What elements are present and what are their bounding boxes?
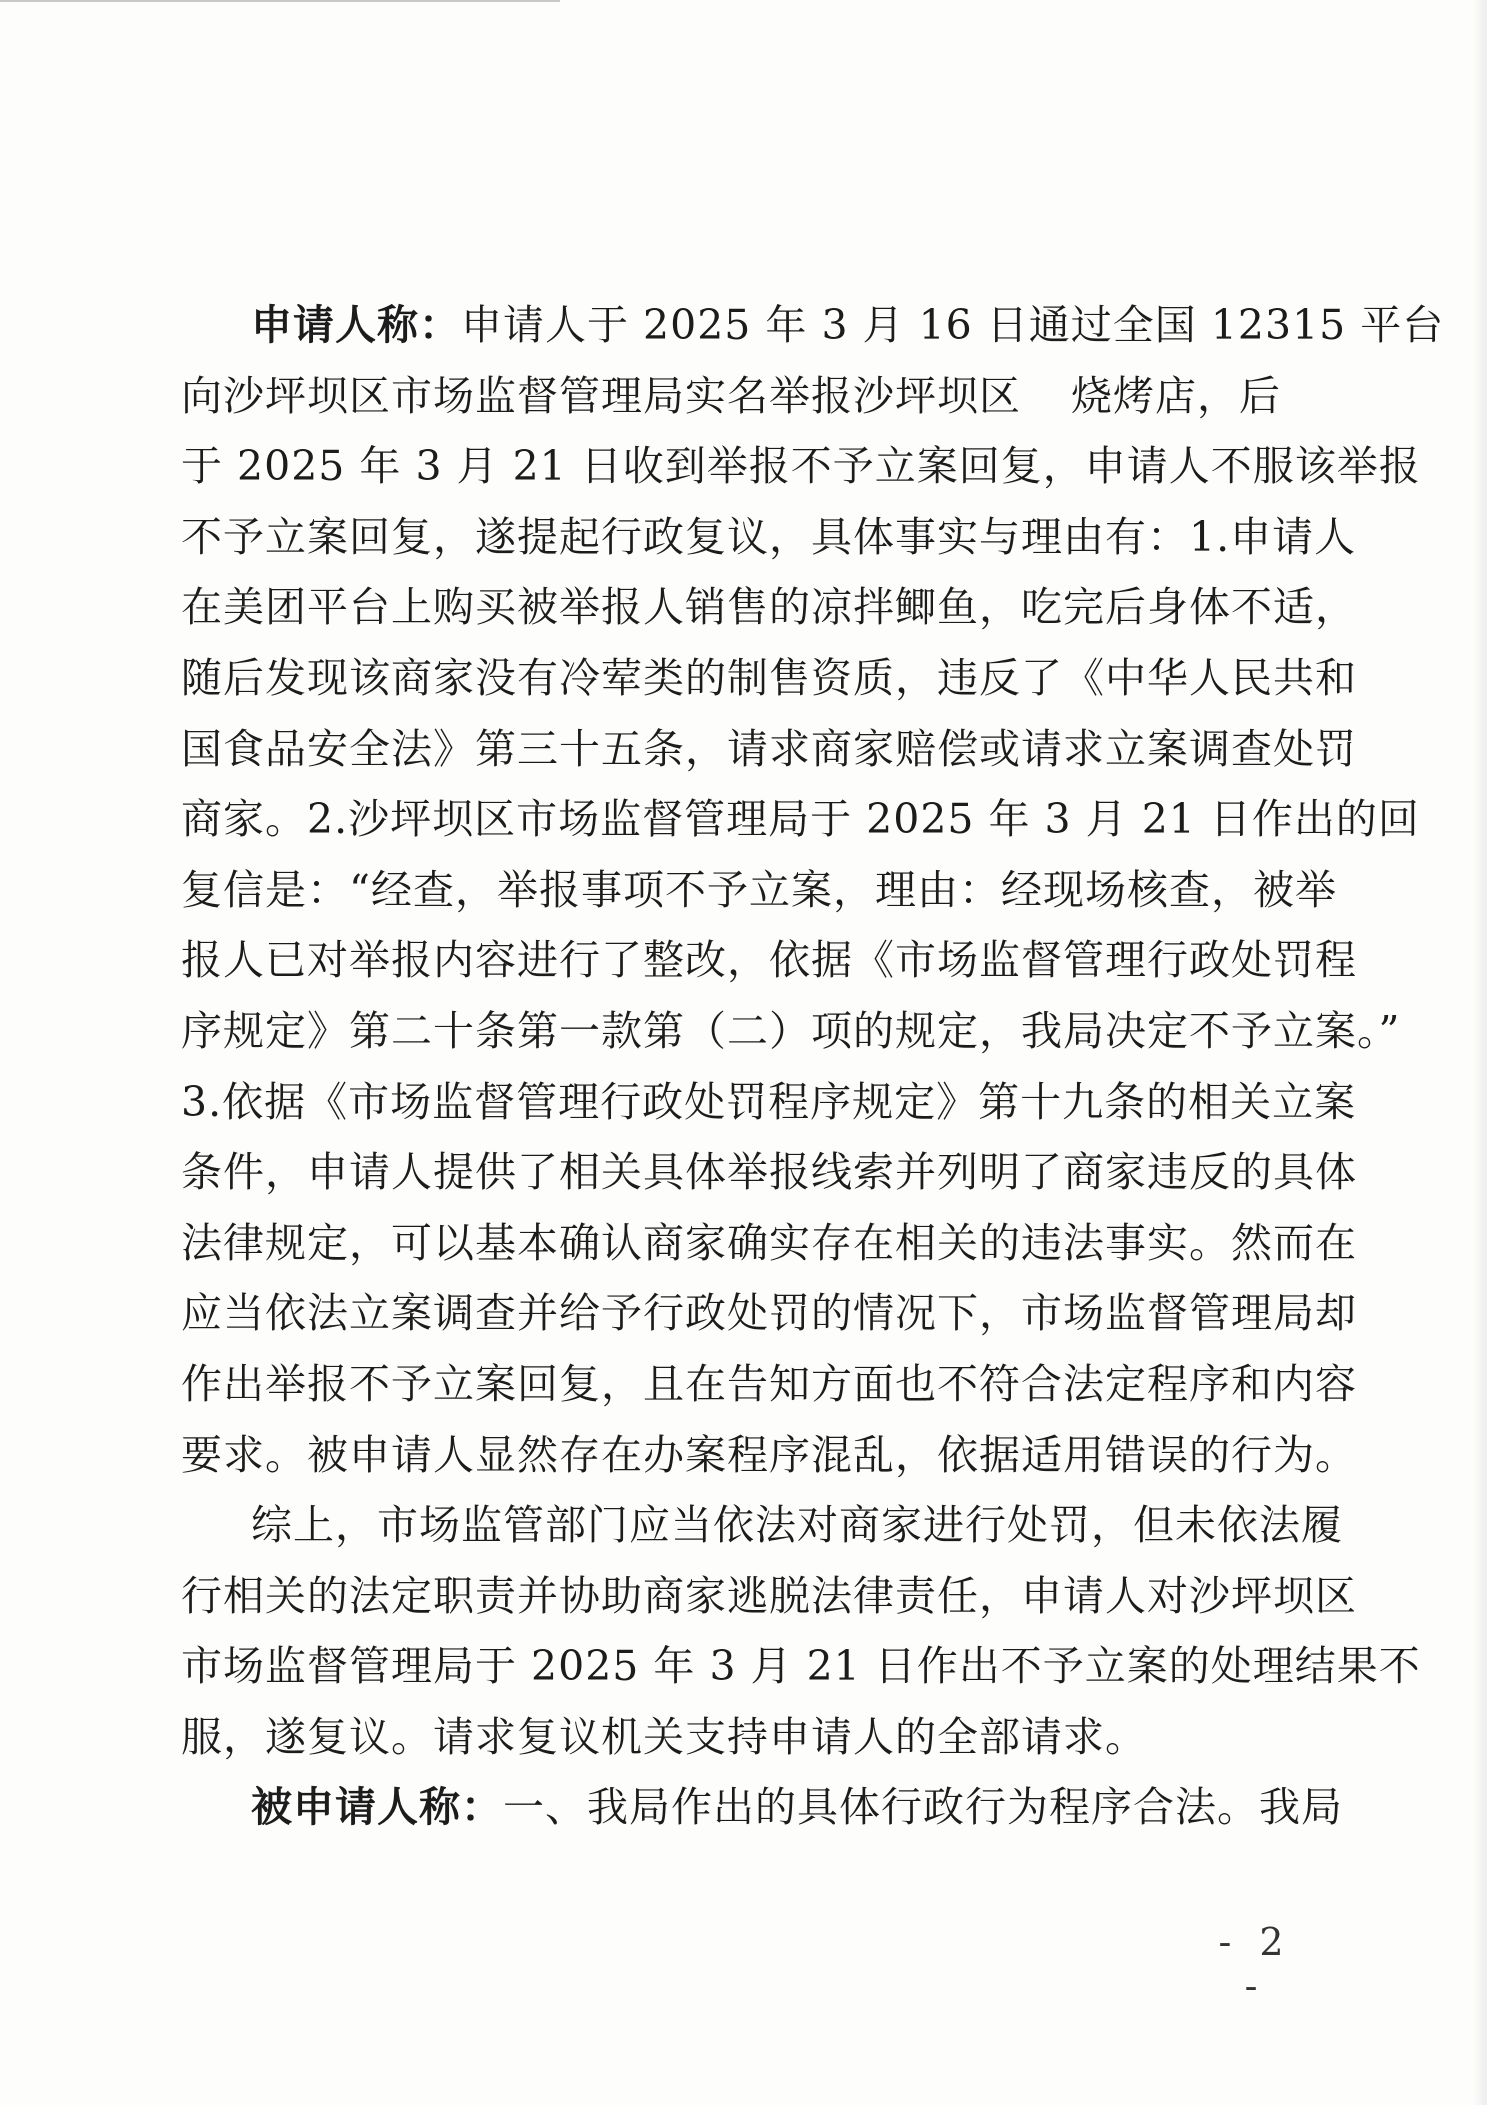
document-body: [181, 290, 1445, 1843]
paragraph1-line-15: [181, 1278, 1357, 1349]
text-line: 行相关的法定职责并协助商家逃脱法律责任，申请人对沙坪坝区: [181, 1571, 1357, 1620]
scan-edge-top: [0, 0, 560, 2]
paragraph1-line-14: [181, 1208, 1357, 1279]
paragraph1-line-12: [181, 1067, 1357, 1138]
text-line: 综上，市场监管部门应当依法对商家进行处罚，但未依法履: [251, 1501, 1343, 1550]
redacted-gap: [1021, 361, 1071, 432]
text-line: 服，遂复议。请求复议机关支持申请人的全部请求。: [181, 1712, 1147, 1761]
text-line: 随后发现该商家没有冷荤类的制售资质，违反了《中华人民共和: [181, 653, 1357, 702]
paragraph1-line-17: [181, 1420, 1357, 1491]
scan-edge-right: [1473, 0, 1487, 2105]
paragraph1-line-13: [181, 1137, 1357, 1208]
paragraph1-line-8: [181, 784, 1420, 855]
paragraph1-line-2: [181, 361, 1281, 432]
text-line: 于 2025 年 3 月 21 日收到举报不予立案回复，申请人不服该举报: [181, 442, 1421, 491]
text-line: 在美团平台上购买被举报人销售的凉拌鲫鱼，吃完后身体不适，: [181, 583, 1357, 632]
text-line: 应当依法立案调查并给予行政处罚的情况下，市场监督管理局却: [181, 1289, 1357, 1338]
page-number: - 2 -: [1218, 1920, 1292, 2008]
text-line: 商家。2.沙坪坝区市场监督管理局于 2025 年 3 月 21 日作出的回: [181, 795, 1420, 844]
paragraph1-line-7: [181, 714, 1357, 785]
paragraph1-line-10: [181, 925, 1357, 996]
paragraph1-line-5: [181, 572, 1357, 643]
text-line: 一、我局作出的具体行政行为程序合法。我局: [503, 1783, 1343, 1832]
text-line: 国食品安全法》第三十五条，请求商家赔偿或请求立案调查处罚: [181, 724, 1357, 773]
applicant-claim-label: 申请人称：: [251, 301, 461, 349]
paragraph1-line-1: [181, 290, 1445, 361]
paragraph3-line-1: [181, 1772, 1343, 1843]
text-line: 报人已对举报内容进行了整改，依据《市场监督管理行政处罚程: [181, 936, 1357, 985]
text-line: 向沙坪坝区市场监督管理局实名举报沙坪坝区: [181, 371, 1021, 420]
paragraph1-line-6: [181, 643, 1357, 714]
paragraph2-line-4: [181, 1702, 1281, 1773]
paragraph2-line-3: [181, 1631, 1421, 1702]
text-line: 市场监督管理局于 2025 年 3 月 21 日作出不予立案的处理结果不: [181, 1642, 1421, 1691]
text-line: 申请人于 2025 年 3 月 16 日通过全国 12315 平台: [461, 301, 1445, 349]
paragraph1-line-16: [181, 1349, 1357, 1420]
text-line: 作出举报不予立案回复，且在告知方面也不符合法定程序和内容: [181, 1359, 1357, 1408]
text-line: 条件，申请人提供了相关具体举报线索并列明了商家违反的具体: [181, 1148, 1357, 1197]
text-line: 序规定》第二十条第一款第（二）项的规定，我局决定不予立案。”: [181, 1006, 1401, 1055]
respondent-claim-label: 被申请人称：: [251, 1783, 503, 1832]
paragraph2-line-1: [181, 1490, 1343, 1561]
text-line: 法律规定，可以基本确认商家确实存在相关的违法事实。然而在: [181, 1218, 1357, 1267]
text-line: 不予立案回复，遂提起行政复议，具体事实与理由有：1.申请人: [181, 512, 1357, 561]
paragraph1-line-3: [181, 431, 1421, 502]
paragraph1-line-4: [181, 502, 1357, 573]
paragraph2-line-2: [181, 1561, 1357, 1632]
paragraph1-line-11: [181, 996, 1401, 1067]
text-line: 3.依据《市场监督管理行政处罚程序规定》第十九条的相关立案: [181, 1077, 1357, 1126]
text-line: 烧烤店，后: [1071, 371, 1281, 420]
text-line: 复信是：“经查，举报事项不予立案，理由：经现场核查，被举: [181, 865, 1337, 914]
paragraph1-line-9: [181, 855, 1337, 926]
text-line: 要求。被申请人显然存在办案程序混乱，依据适用错误的行为。: [181, 1430, 1357, 1479]
